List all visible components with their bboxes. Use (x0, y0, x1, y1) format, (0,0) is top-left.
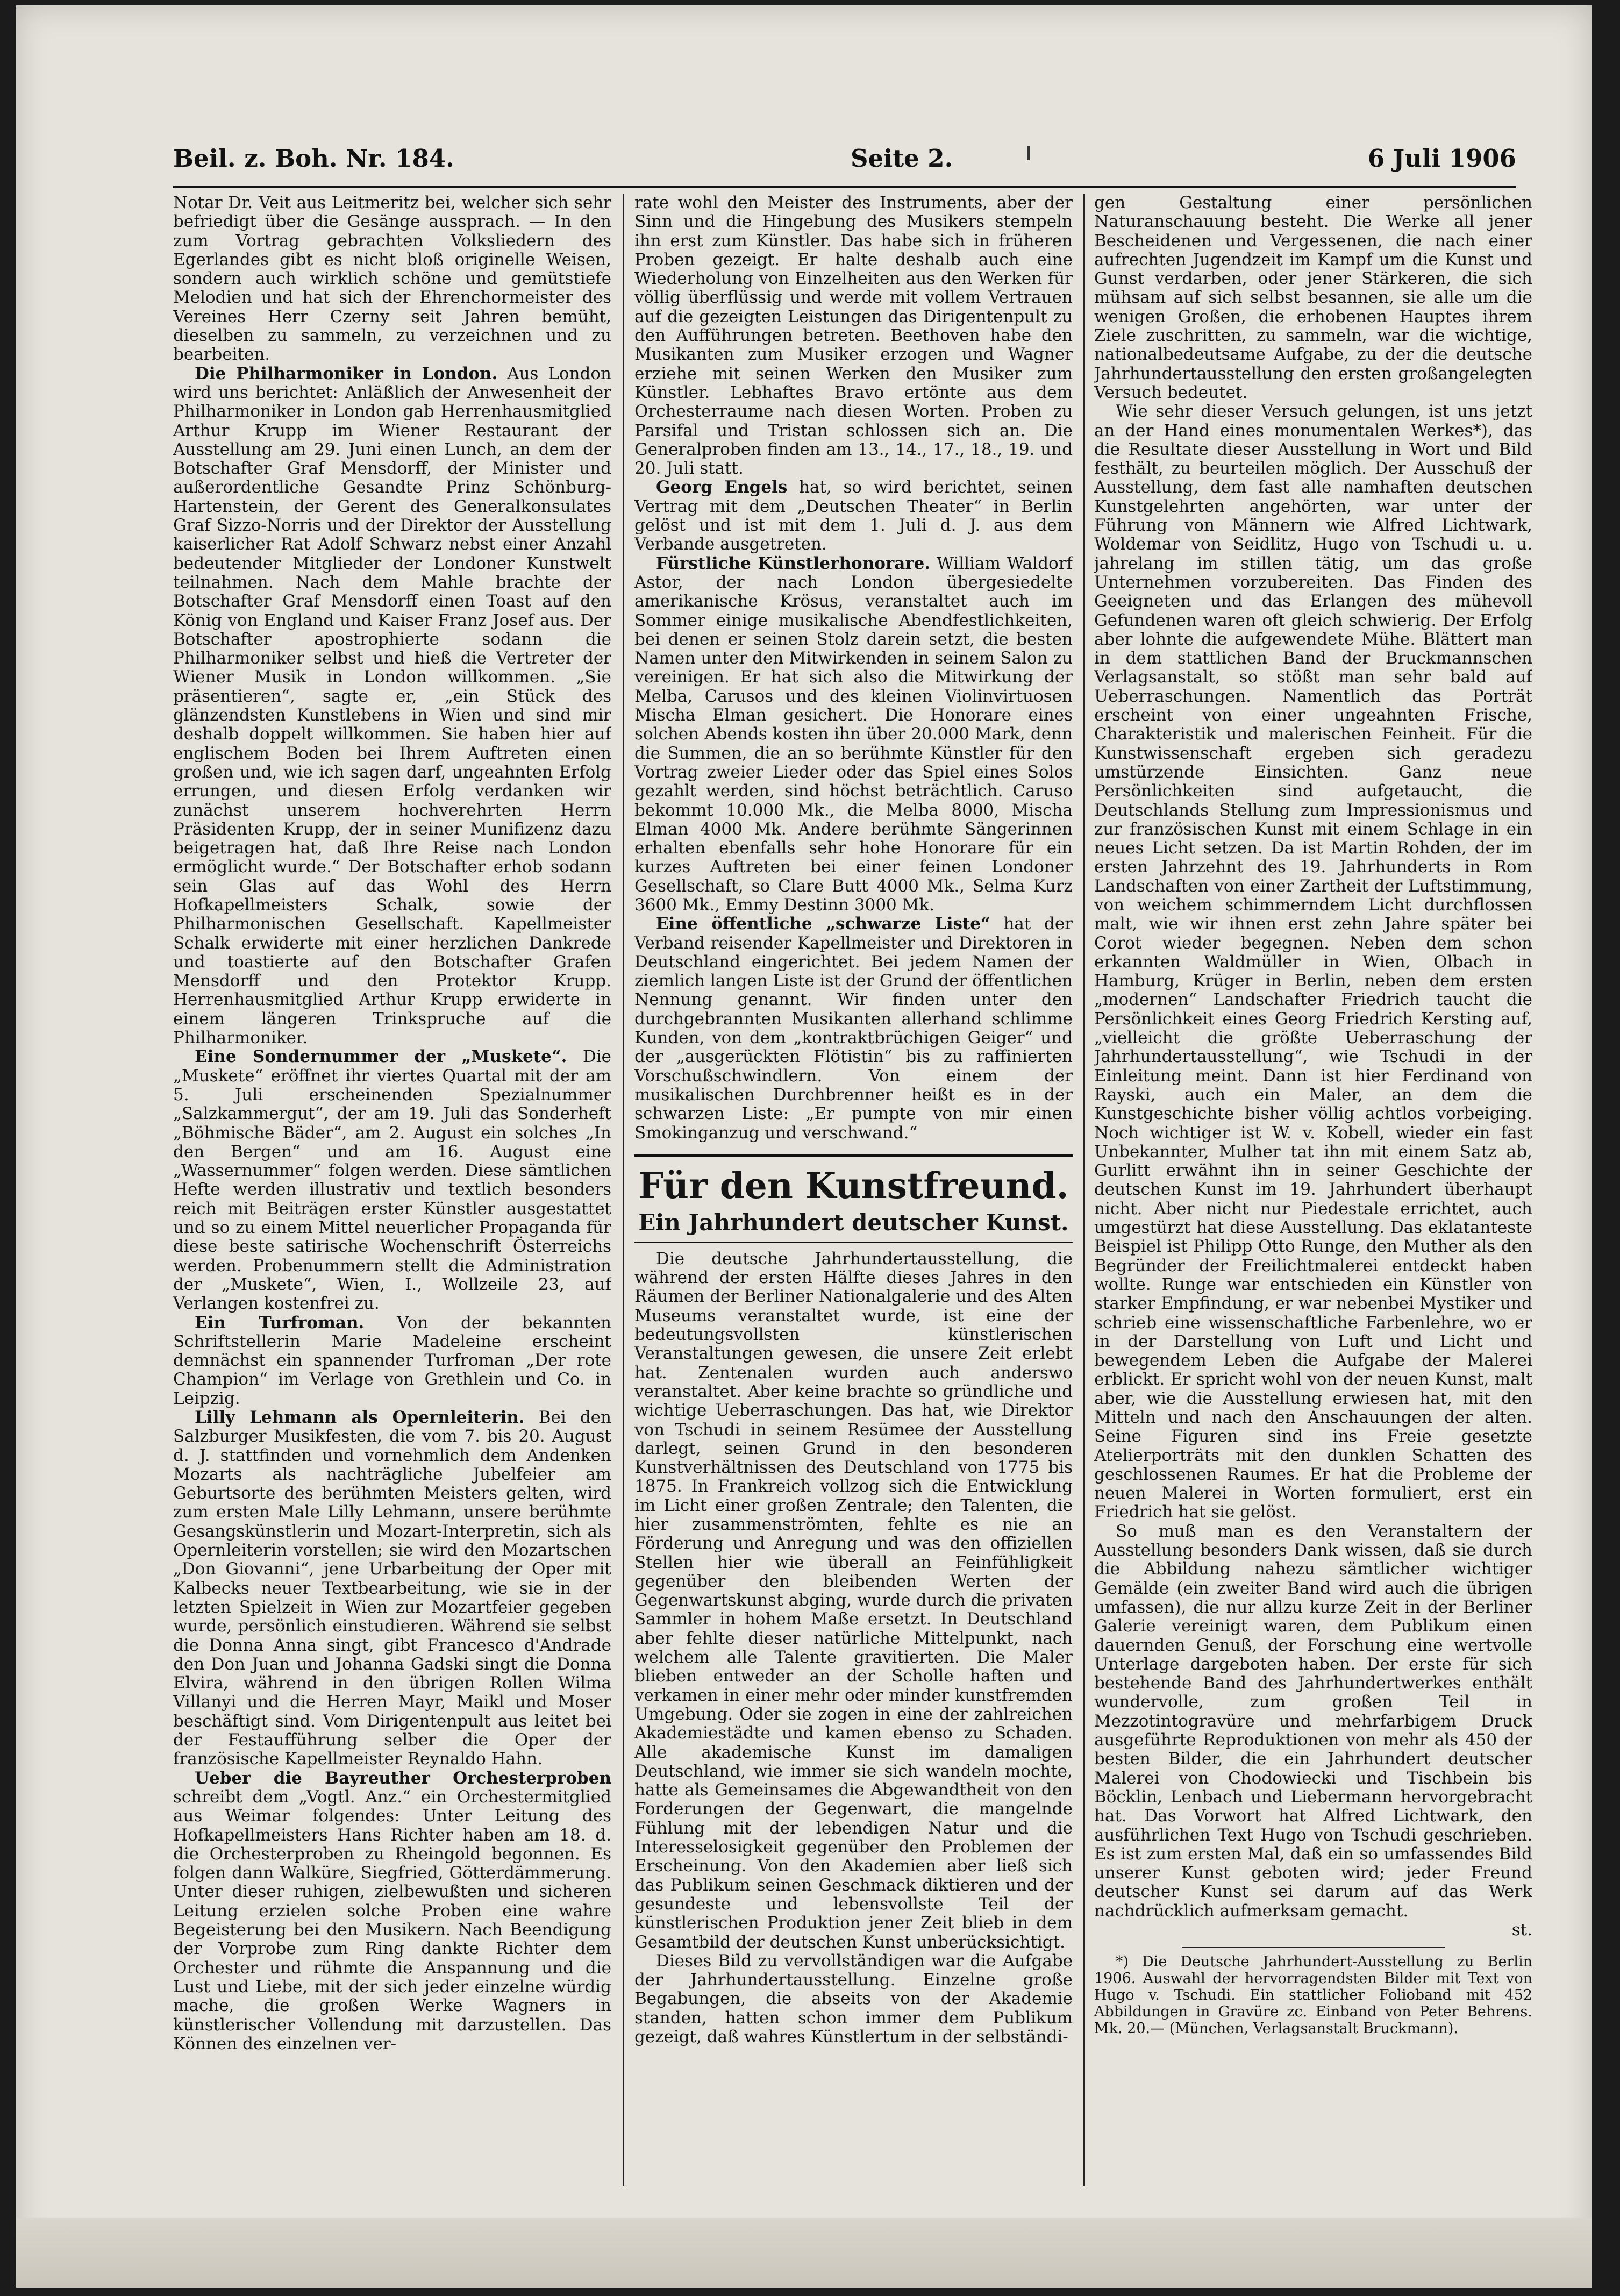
header-rule (173, 186, 1516, 188)
article-lehmann (173, 1408, 611, 1769)
kunst-paragraph: Dieses Bild zu vervollständigen war die Aufgabe der Jahrhundertausstellung. Einzelne große Begabungen, die abseits von der Akademie standen, hatten schon immer dem Publikum gezeigt, daß wahres Künstlertum in der selbständi- (634, 1951, 1073, 2047)
article-title: Ueber die Bayreuther Orchesterproben (195, 1768, 611, 1788)
article-schwarze-liste (634, 915, 1073, 1143)
column-rule (623, 194, 624, 2186)
article-body: hat, so wird berichtet, seinen Vertrag mit dem „Deutschen Theater“ in Berlin gelöst und ist mit dem 1. Juli d. J. aus dem Verbande ausgetreten. (634, 477, 1073, 554)
kunst-paragraph: gen Gestaltung einer persönlichen Naturanschauung besteht. Die Werke all jener Bescheidenen und Vergessenen, die nach einer aufrechten Jugendzeit im Kampf um die Kunst und Gunst verdarben, oder jener Stärkeren, die sich mühsam auf sich selbst besannen, sie alle um die wenigen Großen, die erhobenen Hauptes ihrem Ziele zuschritten, zu sammeln, war die wichtige, nationalbedeutsame Aufgabe, zu der die deutsche Jahrhundertausstellung den ersten großangelegten Versuch bedeutet. (1094, 194, 1532, 402)
article-philharmoniker (173, 365, 611, 1048)
kunst-paragraph: Die deutsche Jahrhundertausstellung, die während der ersten Hälfte dieses Jahres in den Räumen der Berliner Nationalgalerie und des Alten Museums veranstaltet wurde, ist eine der bedeutungsvollsten künstlerischen Veranstaltungen gewesen, die unsere Zeit erlebt hat. Zentenalen wurden auch anderswo veranstaltet. Aber keine brachte so gründliche und wichtige Ueberraschungen. Das hat, wie Direktor von Tschudi in seinem Resümee der Ausstellung darlegt, seinen Grund in den besonderen Kunstverhältnissen des Deutschland von 1775 bis 1875. In Frankreich vollzog sich die Entwicklung im Licht einer großen Zentrale; den Talenten, die hier zusammenströmten, fehlte es nie an Förderung und Anregung und was den offiziellen Stellen hier wie überall an Feinfühligkeit gegenüber den bleibenden Werten der Gegenwartskunst abging, wurde durch die privaten Sammler in hohem Maße ersetzt. In Deutschland aber fehlte dieser natürliche Mittelpunkt, nach welchem alle Talente gravitierten. Die Maler blieben entweder an der Scholle haften und verkamen in einer mehr oder minder kunstfremden Umgebung. Oder sie zogen in eine der zahlreichen Akademiestädte und kamen ebenso zu Schaden. Alle akademische Kunst im damaligen Deutschland, wie immer sie sich wandeln mochte, hatte als Gemeinsames die Abgewandtheit von den Forderungen der Gegenwart, die mangelnde Fühlung mit der lebendigen Natur und die Interesselosigkeit gegenüber den Problemen der Erscheinung. Von den Akademien aber ließ sich das Publikum seinen Geschmack diktieren und der gesundeste und lebensvollste Teil der künstlerischen Produktion jener Zeit blieb in dem Gesamtbild der deutschen Kunst unberücksichtigt. (634, 1249, 1073, 1952)
article-title: Lilly Lehmann als Opernleiterin. (195, 1408, 525, 1427)
article-title: Fürstliche Künstlerhonorare. (656, 553, 931, 573)
section-title: Für den Kunstfreund. (638, 1164, 1069, 1207)
article-continuation: Notar Dr. Veit aus Leitmeritz bei, welcher sich sehr befriedigt über die Gesänge aussprach. — In den zum Vortrag gebrachten Volksliedern des Egerlandes gibt es nicht bloß originelle Weisen, sondern auch wirklich schöne und gemütstiefe Melodien und hat sich der Ehrenchormeister des Vereines Herr Czerny seit Jahren bemüht, dieselben zu sammeln, zu verzeichnen und zu bearbeiten. (173, 194, 611, 365)
article-title: Eine Sondernummer der „Muskete“. (195, 1047, 567, 1067)
footnote: *) Die Deutsche Jahrhundert-Ausstellung zu Berlin 1906. Auswahl der hervorragendsten Bilder mit Text von Hugo v. Tschudi. Ein stattlicher Folioband mit 452 Abbildungen in Gravüre zc. Einband von Peter Behrens. Mk. 20.— (München, Verlagsanstalt Bruckmann). (1094, 1953, 1532, 2037)
page-header (173, 144, 1516, 182)
column-1 (173, 194, 611, 2186)
article-turfroman (173, 1314, 611, 1408)
section-subtitle: Ein Jahrhundert deutscher Kunst. (634, 1208, 1073, 1243)
footnote-rule (1182, 1947, 1445, 1948)
article-body: Die „Muskete“ eröffnet ihr viertes Quartal mit der am 5. Juli erscheinenden Spezialnummer „Salzkammergut“, der am 19. Juli das Sonderheft „Böhmische Bäder“, am 2. August ein solches „In den Bergen“ und am 16. August eine „Wassernummer“ folgen werden. Diese sämtlichen Hefte werden illustrativ und textlich besonders reich mit Beiträgen erster Künstler ausgestattet und so zu einem Mittel neuerlicher Propaganda für diese beste satirische Wochenschrift Österreichs werden. Probenummern stellt die Administration der „Muskete“, Wien, I., Wollzeile 23, auf Verlangen kostenfrei zu. (173, 1047, 611, 1314)
article-title: Georg Engels (656, 477, 788, 497)
column-2 (634, 194, 1073, 2186)
article-body: hat der Verband reisender Kapellmeister und Direktoren in Deutschland eingerichtet. Bei jedem Namen der ziemlich langen Liste ist der Grund der öffentlichen Nennung genannt. Wir finden unter den durchgebrannten Musikanten allerhand schlimme Kunden, von dem „kontraktbrüchigen Geiger“ und der „ausgerückten Flötistin“ bis zu raffinierten Vorschußschwindlern. Von einem der musikalischen Durchbrenner heißt es in der schwarzen Liste: „Er pumpte von mir einen Smokinganzug und verschwand.“ (634, 914, 1073, 1143)
section-kunstfreund (634, 1154, 1073, 1243)
article-body: Bei den Salzburger Musikfesten, die vom 7. bis 20. August d. J. stattfinden und vornehmlich dem Andenken Mozarts als nachträgliche Jubelfeier am Geburtsorte des berühmten Meisters gelten, wird zum ersten Male Lilly Lehmann, unsere berühmte Gesangskünstlerin und Mozart-Interpretin, sich als Opernleiterin vorstellen; sie wird den Mozartschen „Don Giovanni“, jene Urbarbeitung der Oper mit Kalbecks neuer Textbearbeitung, wie sie in der letzten Spielzeit in Wien zur Mozartfeier gegeben wurde, persönlich einstudieren. Während sie selbst die Donna Anna singt, gibt Francesco d'Andrade den Don Juan und Johanna Gadski singt die Donna Elvira, während in den übrigen Rollen Wilma Villanyi und die Herren Mayr, Maikl und Moser beschäftigt sind. Vom Dirigentenpult aus leitet bei der Festaufführung selber die Oper der französische Kapellmeister Reynaldo Hahn. (173, 1408, 611, 1769)
article-title: Eine öffentliche „schwarze Liste“ (656, 914, 990, 934)
article-continuation: rate wohl den Meister des Instruments, aber der Sinn und die Hingebung des Musikers stempeln ihn erst zum Künstler. Das habe sich in früheren Proben gezeigt. Er halte deshalb auch eine Wiederholung von Einzelheiten aus den Werken für völlig überflüssig und werde mit vollem Vertrauen auf die gezeigten Leistungen das Dirigentenpult zu den Aufführungen betreten. Beethoven habe den Musikanten zum Musiker erzogen und Wagner erziehe mit seinen Werken den Musiker zum Künstler. Lebhaftes Bravo ertönte aus dem Orchesterraume nach diesen Worten. Proben zu Parsifal und Tristan schlossen sich an. Die Generalproben finden am 13., 14., 17., 18., 19. und 20. Juli statt. (634, 194, 1073, 479)
article-muskete (173, 1047, 611, 1313)
newspaper-page (16, 5, 1592, 2288)
article-title: Ein Turfroman. (195, 1313, 365, 1332)
kunst-paragraph: Wie sehr dieser Versuch gelungen, ist uns jetzt an der Hand eines monumentalen Werkes*), das die Resultate dieser Ausstellung in Wort und Bild festhält, zu beurteilen möglich. Der Ausschuß der Ausstellung, dem fast alle namhaften deutschen Kunstgelehrten angehörten, war unter der Führung von Männern wie Alfred Lichtwark, Woldemar von Seidlitz, Hugo von Tschudi u. u. jahrelang im stillen tätig, um das große Unternehmen vorzubereiten. Das Finden des Geeigneten und das Erlangen des mühevoll Gefundenen waren oft gleich schwierig. Der Erfolg aber lohnte die aufgewendete Mühe. Blättert man in dem stattlichen Band der Bruckmannschen Verlagsanstalt, so stößt man sehr bald auf Ueberraschungen. Namentlich das Porträt erscheint von einer ungeahnten Frische, Charakteristik und malerischen Feinheit. Für die Kunstwissenschaft ergeben sich geradezu umstürzende Einsichten. Ganz neue Persönlichkeiten sind aufgetaucht, die Deutschlands Stellung zum Impressionismus und zur französischen Kunst mit einem Schlage in ein neues Licht setzen. Da ist Martin Rohden, der im ersten Jahrzehnt des 19. Jahrhunderts in Rom Landschaften von einer Zartheit der Luftstimmung, von weichem schimmerndem Licht durchflossen malt, wie wir ihnen erst zehn Jahre später bei Corot wieder begegnen. Neben dem schon erkannten Waldmüller in Wien, Olbach in Hamburg, Krüger in Berlin, neben dem ersten „modernen“ Landschafter Friedrich taucht die Persönlichkeit eines Georg Friedrich Kersting auf, „vielleicht die größte Ueberraschung der Jahrhundertausstellung“, wie Tschudi in der Einleitung meint. Dann ist hier Ferdinand von Rayski, auch ein Maler, an dem die Kunstgeschichte bisher völlig achtlos vorbeiging. Noch wichtiger ist W. v. Kobell, wieder ein fast Unbekannter, Mulher tat ihn mit einem Satz ab, Gurlitt erwähnt ihn in seiner Geschichte der deutschen Kunst im 19. Jahrhundert überhaupt nicht. Aber nicht nur Piedestale errichtet, auch umgestürzt hat diese Ausstellung. Das eklatanteste Beispiel ist Philipp Otto Runge, den Muther als den Begründer der Freilichtmalerei entdeckt haben wollte. Runge war entschieden ein Künstler von starker Empfindung, er war nebenbei Mystiker und schrieb eine wissenschaftliche Farbenlehre, wo er in der Darstellung von Luft und Licht und bewegendem Leben die Aufgabe der Malerei erblickt. Er spricht wohl von der neuen Kunst, malt aber, wie die Ausstellung erwiesen hat, mit den Mitteln und nach den Anschauungen der alten. Seine Figuren sind ins Freie gesetzte Atelierporträts mit den dunklen Schatten des geschlossenen Raumes. Er hat die Probleme der neuen Malerei in Worten formuliert, erst ein Friedrich hat sie gelöst. (1094, 402, 1532, 1522)
column-3 (1094, 194, 1532, 2186)
article-title: Die Philharmoniker in London. (195, 363, 498, 383)
article-body: Von der bekannten Schriftstellerin Marie Madeleine erscheint demnächst ein spannender Turfroman „Der rote Champion“ im Verlage von Grethlein und Co. in Leipzig. (173, 1313, 611, 1408)
print-mark (1027, 146, 1030, 160)
supplement-number: Beil. z. Boh. Nr. 184. (173, 144, 454, 173)
issue-date: 6 Juli 1906 (1367, 144, 1516, 173)
column-rule (1083, 194, 1085, 2186)
article-honorare (634, 554, 1073, 915)
kunst-paragraph: So muß man es den Veranstaltern der Ausstellung besonders Dank wissen, daß sie durch die Abbildung nahezu sämtlicher wichtiger Gemälde (ein zweiter Band wird auch die übrigen umfassen), die nur allzu kurze Zeit in der Berliner Galerie vereinigt waren, dem Publikum einen dauernden Genuß, der Forschung eine wertvolle Unterlage dargeboten haben. Der erste für sich bestehende Band des Jahrhundertwerkes enthält wundervolle, zum großen Teil in Mezzotintogravüre und mehrfarbigem Druck ausgeführte Reproduktionen von mehr als 450 der besten Bilder, die ein Jahrhundert deutscher Malerei von Chodowiecki und Tischbein bis Böcklin, Lenbach und Liebermann hervorgebracht hat. Das Vorwort hat Alfred Lichtwark, den ausführlichen Text Hugo von Tschudi geschrieben. Es ist zum ersten Mal, daß ein so umfassendes Bild unserer Kunst geboten wird; jeder Freund deutscher Kunst sei darum auf das Werk nachdrücklich aufmerksam gemacht. (1094, 1521, 1532, 1921)
author-signature: st. (1511, 1920, 1532, 1940)
page-bottom-margin (16, 2218, 1592, 2288)
article-body: schreibt dem „Vogtl. Anz.“ ein Orchestermitglied aus Weimar folgendes: Unter Leitung des Hofkapellmeisters Hans Richter haben am 18. d. die Orchesterproben zu Rheingold begonnen. Es folgen dann Walküre, Siegfried, Götterdämmerung. Unter dieser ruhigen, zielbewußten und sicheren Leitung erzielen solche Proben eine wahre Begeisterung bei den Musikern. Nach Beendigung der Vorprobe zum Ring dankte Richter dem Orchester und rühmte die Anspannung und die Lust und Liebe, mit der sich jeder einzelne würdig mache, die großen Werke Wagners in künstlerischer Vollendung mit darzustellen. Das Können des einzelnen ver- (173, 1787, 611, 2053)
page-number: Seite 2. (851, 144, 953, 173)
article-bayreuth (173, 1769, 611, 2053)
article-body: Aus London wird uns berichtet: Anläßlich der Anwesenheit der Philharmoniker in London gab Herrenhausmitglied Arthur Krupp im Wiener Restaurant der Ausstellung am 29. Juni einen Lunch, an dem der Botschafter Graf Mensdorff, der Minister und außerordentliche Gesandte Prinz Schönburg-Hartenstein, der Gerent des Generalkonsulates Graf Sizzo-Norris und der Direktor der Ausstellung kaiserlicher Rat Adolf Schwarz nebst einer Anzahl bedeutender Mitglieder der Londoner Kunstwelt teilnahmen. Nach dem Mahle brachte der Botschafter Graf Mensdorff einen Toast auf den König von England und Kaiser Franz Josef aus. Der Botschafter apostrophierte sodann die Philharmoniker selbst und hieß die Vertreter der Wiener Musik in London willkommen. „Sie präsentieren“, sagte er, „ein Stück des glänzendsten Kunstlebens in Wien und sind mir deshalb doppelt willkommen. Sie haben hier auf englischem Boden bei Ihrem Auftreten einen großen und, wie ich sagen darf, ungeahnten Erfolg errungen, und diesen Erfolg verdanken wir zunächst unserem hochverehrten Herrn Präsidenten Krupp, der in seiner Munifizenz dazu beigetragen hat, daß Ihre Reise nach London ermöglicht wurde.“ Der Botschafter erhob sodann sein Glas auf das Wohl des Herrn Hofkapellmeisters Schalk, sowie der Philharmonischen Gesellschaft. Kapellmeister Schalk erwiderte mit einer herzlichen Dankrede und toastierte auf den Botschafter Grafen Mensdorff und den Protektor Krupp. Herrenhausmitglied Arthur Krupp erwiderte in einem längeren Trinkspruche auf die Philharmoniker. (173, 363, 611, 1048)
article-body: William Waldorf Astor, der nach London übergesiedelte amerikanische Krösus, veranstaltet auch im Sommer einige musikalische Abendfestlichkeiten, bei denen er seinen Stolz darein setzt, die besten Namen unter den Mitwirkenden in seinem Salon zu vereinigen. Er hat sich also die Mitwirkung der Melba, Carusos und des kleinen Violinvirtuosen Mischa Elman gesichert. Die Honorare eines solchen Abends kosten ihn über 20.000 Mark, denn die Summen, die an so berühmte Künstler für den Vortrag zweier Lieder oder das Spiel eines Solos gezahlt werden, sind höchst beträchtlich. Caruso bekommt 10.000 Mk., die Melba 8000, Mischa Elman 4000 Mk. Andere berühmte Sängerinnen erhalten ebenfalls sehr hohe Honorare für ein kurzes Auftreten bei einer feinen Londoner Gesellschaft, so Clare Butt 4000 Mk., Selma Kurz 3600 Mk., Emmy Destinn 3000 Mk. (634, 553, 1073, 915)
article-engels (634, 478, 1073, 554)
